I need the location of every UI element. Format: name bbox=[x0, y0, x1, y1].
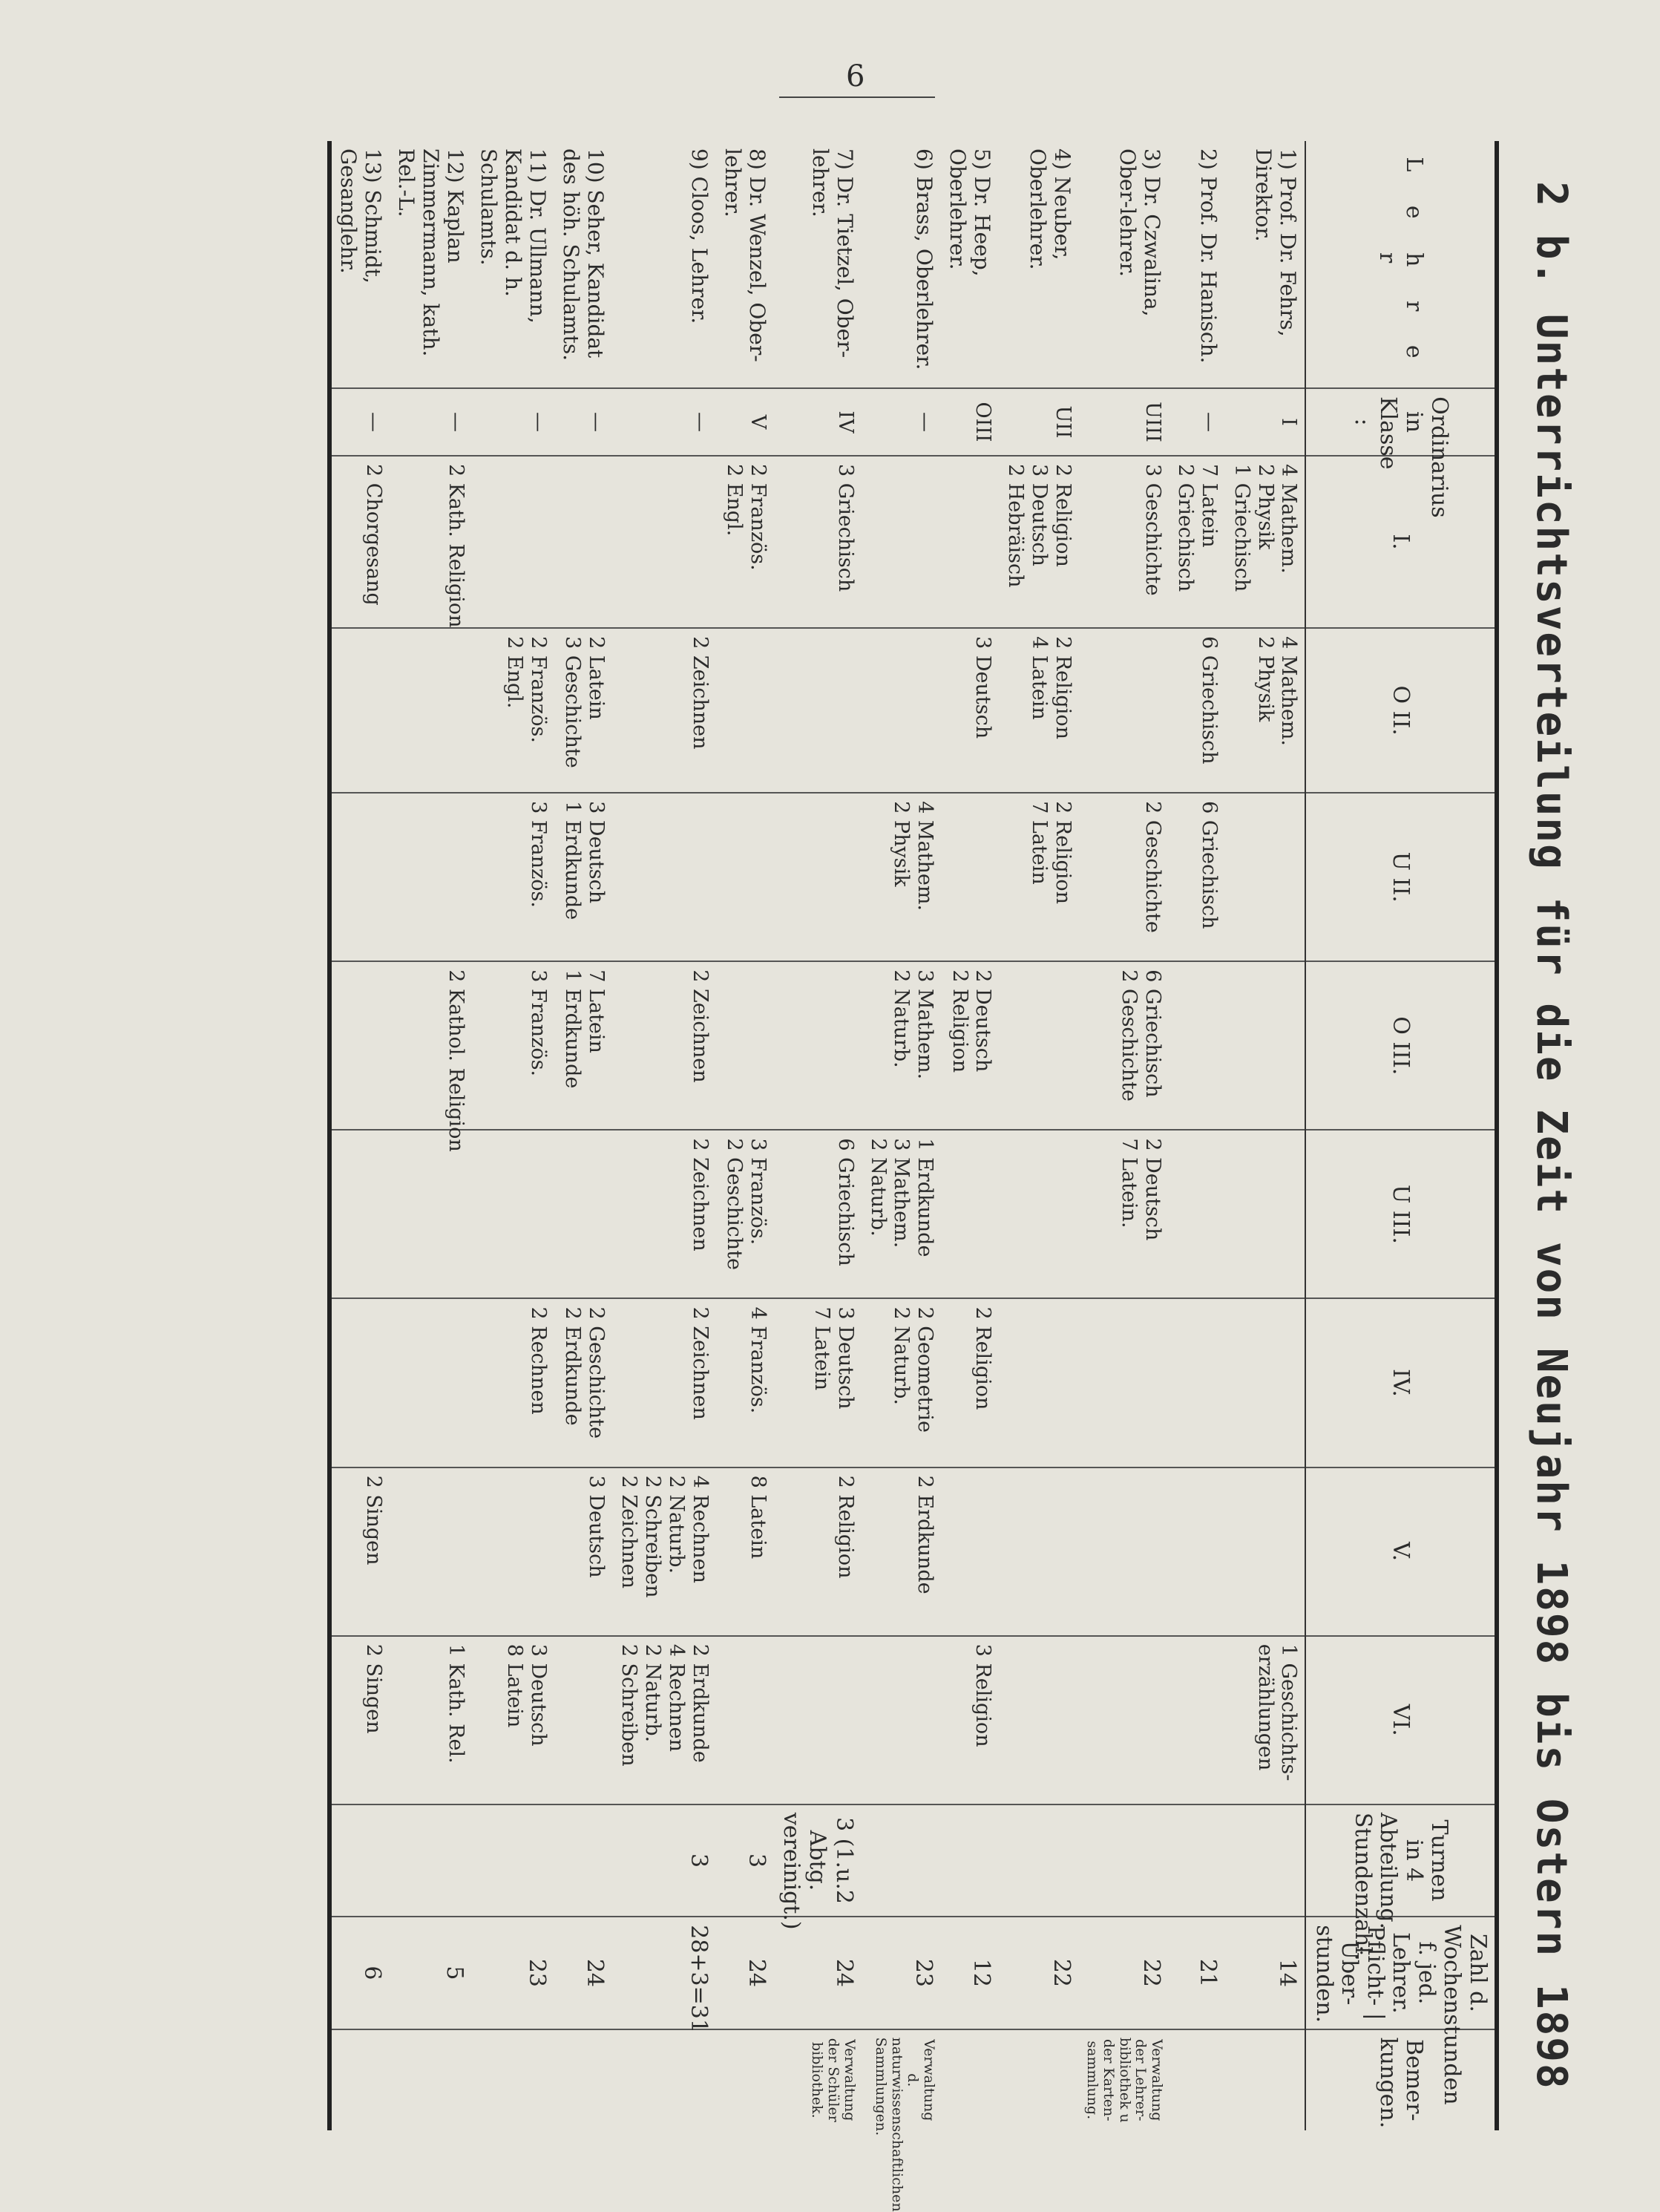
lesson-cell bbox=[612, 1130, 715, 1298]
lesson-cell bbox=[329, 628, 390, 793]
remark bbox=[329, 2029, 390, 2130]
lesson-entry: 2 Erdkunde bbox=[688, 1643, 712, 1763]
table-row bbox=[612, 141, 715, 2130]
ordinarius-class: — bbox=[554, 388, 612, 456]
lesson-cell bbox=[774, 793, 862, 961]
lesson-cell bbox=[716, 628, 774, 793]
table-row bbox=[862, 141, 942, 2130]
lesson-entry: 8 Latein bbox=[746, 1475, 770, 1560]
lesson-cell bbox=[390, 793, 472, 961]
lesson-cell bbox=[472, 961, 554, 1130]
teacher-name: 4) Neuber, Oberlehrer. bbox=[1025, 148, 1075, 270]
weekly-hours: 14 bbox=[1225, 1917, 1306, 2029]
lesson-cell bbox=[554, 456, 612, 628]
lesson-cell bbox=[999, 793, 1079, 961]
lesson-entry: 1 Erdkunde bbox=[913, 1138, 937, 1257]
header-class-UIII: U III. bbox=[1306, 1130, 1497, 1298]
lesson-entry: 3 Deutsch bbox=[833, 1306, 857, 1410]
lesson-cell bbox=[390, 1130, 472, 1298]
lesson-cell bbox=[1225, 793, 1306, 961]
teacher-name: 9) Cloos, Lehrer. bbox=[686, 148, 712, 324]
header-class-OIII: O III. bbox=[1306, 961, 1497, 1130]
lesson-cell bbox=[999, 628, 1079, 793]
lesson-entry: 3 Deutsch bbox=[1028, 463, 1052, 566]
lesson-entry: 2 Rechnen bbox=[527, 1306, 551, 1415]
turnen-hours: 3 bbox=[612, 1804, 715, 1917]
lesson-entry: 2 Naturb. bbox=[866, 1138, 890, 1237]
lesson-entry: 2 Zeichnen bbox=[688, 1306, 712, 1420]
lesson-entry: 2 Religion bbox=[1051, 801, 1075, 905]
turnen-hours: 3 bbox=[716, 1804, 774, 1917]
lesson-entry: 4 Rechnen bbox=[664, 1643, 688, 1753]
page-number: 6 bbox=[846, 59, 865, 94]
lesson-cell bbox=[1079, 456, 1169, 628]
lesson-entry: 2 Religion bbox=[971, 1306, 995, 1410]
lesson-cell bbox=[941, 1298, 999, 1467]
lesson-cell bbox=[554, 1636, 612, 1804]
lesson-entry: 3 Deutsch bbox=[585, 1475, 608, 1578]
lesson-cell bbox=[390, 1298, 472, 1467]
lesson-cell bbox=[329, 961, 390, 1130]
lesson-cell bbox=[612, 793, 715, 961]
table-row bbox=[554, 141, 612, 2130]
ordinarius-class: UII bbox=[999, 388, 1079, 456]
lesson-cell bbox=[329, 793, 390, 961]
lesson-entry: 2 Engl. bbox=[503, 636, 527, 709]
lesson-cell bbox=[716, 1636, 774, 1804]
lesson-entry: 7 Latein bbox=[1028, 801, 1052, 885]
lesson-entry: 8 Latein bbox=[503, 1643, 527, 1728]
lesson-entry: 2 Kath. Religion bbox=[444, 463, 468, 628]
lesson-cell bbox=[329, 456, 390, 628]
lesson-cell bbox=[716, 961, 774, 1130]
lesson-cell bbox=[1079, 1130, 1169, 1298]
lesson-entry: 2 Griechisch bbox=[1174, 463, 1198, 592]
lesson-cell bbox=[716, 793, 774, 961]
lesson-entry: 3 Mathem. bbox=[913, 969, 937, 1080]
lesson-cell bbox=[1079, 628, 1169, 793]
lesson-cell bbox=[1169, 1298, 1225, 1467]
lesson-entry: 4 Mathem. bbox=[1277, 636, 1301, 747]
lesson-cell bbox=[472, 1636, 554, 1804]
header-lehrer: L e h r e r bbox=[1306, 141, 1497, 388]
lesson-cell bbox=[1225, 1467, 1306, 1636]
lesson-cell bbox=[774, 961, 862, 1130]
lesson-cell bbox=[716, 456, 774, 628]
lesson-cell bbox=[941, 961, 999, 1130]
lesson-entry: 3 Geschichte bbox=[561, 636, 585, 768]
lesson-cell bbox=[612, 1298, 715, 1467]
remark bbox=[390, 2029, 472, 2130]
lesson-entry: 7 Latein bbox=[810, 1306, 833, 1391]
lesson-cell bbox=[999, 1467, 1079, 1636]
lesson-entry: 2 Religion bbox=[833, 1475, 857, 1579]
turnen-hours bbox=[1079, 1804, 1169, 1917]
lesson-entry: 2 Erdkunde bbox=[561, 1306, 585, 1426]
ordinarius-class: — bbox=[472, 388, 554, 456]
lesson-entry: 2 Schreiben bbox=[640, 1475, 664, 1598]
lesson-cell bbox=[329, 1130, 390, 1298]
lesson-cell bbox=[862, 1467, 942, 1636]
lesson-entry: 2 Singen bbox=[361, 1643, 385, 1734]
lesson-entry: 2 Geschichte bbox=[722, 1138, 746, 1271]
table-row bbox=[774, 141, 862, 2130]
lesson-cell bbox=[716, 1467, 774, 1636]
lesson-entry: 2 Religion bbox=[948, 969, 971, 1073]
lesson-cell bbox=[390, 1636, 472, 1804]
lesson-entry: 4 Französ. bbox=[746, 1306, 770, 1414]
table-row bbox=[1169, 141, 1225, 2130]
remark bbox=[554, 2029, 612, 2130]
ordinarius-class: IV bbox=[774, 388, 862, 456]
lesson-entry: 1 Erdkunde bbox=[561, 969, 585, 1089]
lesson-entry: 3 Griechisch bbox=[833, 463, 857, 592]
ordinarius-class: — bbox=[612, 388, 715, 456]
remark bbox=[1225, 2029, 1306, 2130]
table-row bbox=[472, 141, 554, 2130]
lesson-cell bbox=[862, 1130, 942, 1298]
lesson-entry: 1 Erdkunde bbox=[561, 801, 585, 920]
lesson-entry: 3 Religion bbox=[971, 1643, 995, 1747]
lesson-cell bbox=[472, 1298, 554, 1467]
lesson-entry: 4 Latein bbox=[1028, 636, 1052, 720]
lesson-entry: 2 Geometrie bbox=[913, 1306, 937, 1433]
turnen-hours bbox=[862, 1804, 942, 1917]
lesson-cell bbox=[472, 793, 554, 961]
ordinarius-class: UIII bbox=[1079, 388, 1169, 456]
remark bbox=[612, 2029, 715, 2130]
lesson-cell bbox=[554, 1467, 612, 1636]
lesson-cell bbox=[862, 793, 942, 961]
turnen-hours bbox=[999, 1804, 1079, 1917]
lesson-cell bbox=[554, 1130, 612, 1298]
teacher-name: 7) Dr. Tietzel, Ober-lehrer. bbox=[807, 148, 857, 359]
lesson-cell bbox=[941, 1467, 999, 1636]
header-class-IV: IV. bbox=[1306, 1298, 1497, 1467]
lesson-entry: 2 Chorgesang bbox=[361, 463, 385, 606]
lesson-entry: 2 Kathol. Religion bbox=[444, 969, 468, 1152]
ordinarius-class: V bbox=[716, 388, 774, 456]
lesson-cell bbox=[774, 456, 862, 628]
header-row bbox=[1306, 141, 1497, 2130]
weekly-hours: 22 bbox=[999, 1917, 1079, 2029]
lesson-cell bbox=[329, 1467, 390, 1636]
lesson-cell bbox=[472, 1130, 554, 1298]
lesson-cell bbox=[716, 1298, 774, 1467]
weekly-hours: 5 bbox=[390, 1917, 472, 2029]
lesson-entry: 2 Physik bbox=[1253, 636, 1277, 722]
lesson-entry: 7 Latein. bbox=[1118, 1138, 1141, 1228]
lesson-entry: 2 Engl. bbox=[722, 463, 746, 537]
remark: Verwaltung der Schüler bibliothek. bbox=[774, 2029, 862, 2130]
lesson-cell bbox=[862, 961, 942, 1130]
teacher-name: 2) Prof. Dr. Hanisch. bbox=[1195, 148, 1221, 364]
lesson-cell bbox=[1169, 1130, 1225, 1298]
table-row bbox=[999, 141, 1079, 2130]
turnen-hours bbox=[554, 1804, 612, 1917]
remark bbox=[716, 2029, 774, 2130]
lesson-entry: 3 Mathem. bbox=[890, 1138, 913, 1249]
teacher-name: 8) Dr. Wenzel, Ober-lehrer. bbox=[720, 148, 770, 362]
lesson-entry: 4 Mathem. bbox=[913, 801, 937, 912]
lesson-cell bbox=[1225, 456, 1306, 628]
weekly-hours: 12 bbox=[941, 1917, 999, 2029]
teacher-name: 12) Kaplan Zimmermann, kath. Rel.-L. bbox=[393, 148, 468, 357]
lesson-entry: 2 Physik bbox=[890, 801, 913, 887]
ordinarius-class: — bbox=[1169, 388, 1225, 456]
lesson-entry: 2 Geschichte bbox=[1141, 801, 1165, 933]
lesson-cell bbox=[1225, 961, 1306, 1130]
remark bbox=[999, 2029, 1079, 2130]
remark bbox=[1169, 2029, 1225, 2130]
header-class-VI: VI. bbox=[1306, 1636, 1497, 1804]
lesson-entry: 2 Geschichte bbox=[1118, 969, 1141, 1102]
weekly-hours: 24 bbox=[716, 1917, 774, 2029]
lesson-cell bbox=[1079, 1467, 1169, 1636]
turnen-hours bbox=[1169, 1804, 1225, 1917]
lesson-cell bbox=[774, 1130, 862, 1298]
lesson-entry: 2 Französ. bbox=[746, 463, 770, 571]
lesson-cell bbox=[612, 1636, 715, 1804]
lesson-cell bbox=[999, 456, 1079, 628]
lesson-entry: 1 Kath. Rel. bbox=[444, 1643, 468, 1764]
lesson-entry: 1 Griechisch bbox=[1230, 463, 1253, 592]
teacher-name: 6) Brass, Oberlehrer. bbox=[912, 148, 937, 370]
lesson-cell bbox=[862, 456, 942, 628]
lesson-cell bbox=[1225, 1298, 1306, 1467]
lesson-distribution-table bbox=[327, 141, 1499, 2212]
lesson-cell bbox=[554, 628, 612, 793]
lesson-entry: 2 Religion bbox=[1051, 463, 1075, 567]
weekly-hours: 6 bbox=[329, 1917, 390, 2029]
lesson-cell bbox=[1169, 456, 1225, 628]
lesson-entry: 2 Geschichte bbox=[585, 1306, 608, 1439]
lesson-cell bbox=[862, 628, 942, 793]
header-turnen: Turnen in 4 Abteilung. Stundenzahl. bbox=[1306, 1804, 1497, 1917]
header-class-OII: O II. bbox=[1306, 628, 1497, 793]
lesson-entry: 2 Zeichnen bbox=[617, 1475, 640, 1588]
lesson-cell bbox=[1225, 1130, 1306, 1298]
lesson-entry: 2 Religion bbox=[1051, 636, 1075, 739]
lesson-entry: 3 Französ. bbox=[527, 969, 551, 1077]
lesson-cell bbox=[1169, 628, 1225, 793]
ordinarius-class: — bbox=[862, 388, 942, 456]
teacher-name: 11) Dr. Ullmann, Kandidat d. h. Schulamts. bbox=[476, 148, 551, 324]
weekly-hours: 24 bbox=[554, 1917, 612, 2029]
lesson-entry: 2 Französ. bbox=[527, 636, 551, 743]
weekly-hours: 22 bbox=[1079, 1917, 1169, 2029]
lesson-entry: 2 Physik bbox=[1253, 463, 1277, 550]
teacher-name: 13) Schmidt, Gesanglehr. bbox=[335, 148, 385, 284]
lesson-entry: 2 Naturb. bbox=[890, 1306, 913, 1405]
lesson-cell bbox=[774, 1467, 862, 1636]
table-row bbox=[1225, 141, 1306, 2130]
teacher-name: 5) Dr. Heep, Oberlehrer. bbox=[945, 148, 995, 277]
lesson-entry: 2 Naturb. bbox=[664, 1475, 688, 1574]
lesson-entry: 4 Mathem. bbox=[1277, 463, 1301, 574]
lesson-entry: 2 Naturb. bbox=[890, 969, 913, 1068]
teacher-name: 1) Prof. Dr. Fehrs, Direktor. bbox=[1251, 148, 1301, 337]
header-ordinarius: Ordinarius in Klasse : bbox=[1306, 388, 1497, 456]
lesson-cell bbox=[1079, 793, 1169, 961]
header-zahl: Zahl d. Wochenstunden f. jed. Lehrer. Pflicht- | Über- stunden. bbox=[1306, 1917, 1497, 2029]
lesson-cell bbox=[941, 456, 999, 628]
remark: Verwaltung d. naturwissenschaftlichen Sammlungen. bbox=[862, 2029, 942, 2130]
lesson-cell bbox=[774, 628, 862, 793]
lesson-cell bbox=[1079, 1298, 1169, 1467]
lesson-cell bbox=[941, 1130, 999, 1298]
lesson-entry: 7 Latein bbox=[1197, 463, 1221, 548]
lesson-cell bbox=[329, 1636, 390, 1804]
lesson-cell bbox=[329, 1298, 390, 1467]
lesson-cell bbox=[554, 1298, 612, 1467]
lesson-cell bbox=[1079, 1636, 1169, 1804]
lesson-cell bbox=[999, 1298, 1079, 1467]
lesson-entry: 3 Deutsch bbox=[971, 636, 995, 739]
lesson-cell bbox=[999, 961, 1079, 1130]
lesson-cell bbox=[390, 961, 472, 1152]
table-row bbox=[716, 141, 774, 2130]
lesson-cell bbox=[472, 628, 554, 793]
lesson-entry: 3 Geschichte bbox=[1141, 463, 1165, 596]
table-row bbox=[1079, 141, 1169, 2130]
lesson-entry: erzählungen bbox=[1253, 1643, 1277, 1771]
lesson-cell bbox=[774, 1636, 862, 1804]
lesson-entry: 2 Erdkunde bbox=[913, 1475, 937, 1594]
lesson-cell bbox=[554, 961, 612, 1130]
lesson-cell bbox=[390, 456, 472, 628]
teacher-name: 3) Dr. Czwalina, Ober-lehrer. bbox=[1115, 148, 1165, 317]
ordinarius-class: OIII bbox=[941, 388, 999, 456]
lesson-cell bbox=[472, 1467, 554, 1636]
table-title: 2 b. Unterrichtsverteilung für die Zeit von Neujahr 1898 bis Ostern 1898 bbox=[1527, 181, 1575, 2090]
lesson-cell bbox=[612, 456, 715, 628]
lesson-entry: 6 Griechisch bbox=[1197, 636, 1221, 765]
lesson-entry: 2 Deutsch bbox=[971, 969, 995, 1073]
lesson-cell bbox=[1225, 628, 1306, 793]
ordinarius-class: — bbox=[329, 388, 390, 456]
lesson-cell bbox=[472, 456, 554, 628]
lesson-entry: 3 Französ. bbox=[527, 801, 551, 908]
lesson-entry: 2 Latein bbox=[585, 636, 608, 720]
teacher-name: 10) Seher, Kandidat des höh. Schulamts. bbox=[559, 148, 608, 361]
lesson-entry: 2 Singen bbox=[361, 1475, 385, 1565]
lesson-cell bbox=[390, 1467, 472, 1636]
turnen-hours bbox=[1225, 1804, 1306, 1917]
turnen-hours bbox=[472, 1804, 554, 1917]
turnen-hours bbox=[941, 1804, 999, 1917]
header-class-V: V. bbox=[1306, 1467, 1497, 1636]
table-row bbox=[390, 141, 472, 2130]
lesson-cell bbox=[1225, 1636, 1306, 1804]
lesson-cell bbox=[716, 1130, 774, 1298]
lesson-cell bbox=[612, 961, 715, 1130]
header-class-UII: U II. bbox=[1306, 793, 1497, 961]
lesson-cell bbox=[612, 628, 715, 793]
lesson-cell bbox=[1169, 961, 1225, 1130]
weekly-hours: 28+3=31 bbox=[612, 1917, 715, 2029]
lesson-cell bbox=[941, 793, 999, 961]
lesson-cell bbox=[941, 1636, 999, 1804]
lesson-entry: 2 Naturb. bbox=[640, 1643, 664, 1743]
header-bemerkungen: Bemer- kungen. bbox=[1306, 2029, 1497, 2130]
weekly-hours: 21 bbox=[1169, 1917, 1225, 2029]
table-row bbox=[941, 141, 999, 2130]
turnen-hours bbox=[390, 1804, 472, 1917]
lesson-cell bbox=[612, 1467, 715, 1636]
lesson-cell bbox=[554, 793, 612, 961]
turnen-hours: 3 (1.u.2 Abtg. vereinigt.) bbox=[774, 1804, 862, 1917]
table-body bbox=[329, 141, 1306, 2212]
lesson-cell bbox=[941, 628, 999, 793]
weekly-hours: 23 bbox=[472, 1917, 554, 2029]
lesson-cell bbox=[1079, 961, 1169, 1130]
header-class-I: I. bbox=[1306, 456, 1497, 628]
lesson-entry: 2 Zeichnen bbox=[688, 636, 712, 750]
lesson-entry: 1 Geschichts- bbox=[1277, 1643, 1301, 1781]
lesson-cell bbox=[999, 1130, 1079, 1298]
lesson-entry: 6 Griechisch bbox=[1141, 969, 1165, 1098]
weekly-hours: 24 bbox=[774, 1917, 862, 2029]
remark bbox=[941, 2029, 999, 2130]
lesson-cell bbox=[390, 628, 472, 793]
lesson-entry: 3 Deutsch bbox=[585, 801, 608, 904]
remark: Verwaltung der Lehrer-bibliothek u der Karten-sammlung. bbox=[1079, 2029, 1169, 2130]
lesson-cell bbox=[862, 1636, 942, 1804]
lesson-entry: 2 Schreiben bbox=[617, 1643, 640, 1767]
lesson-cell bbox=[999, 1636, 1079, 1804]
lesson-entry: 4 Rechnen bbox=[688, 1475, 712, 1583]
lesson-cell bbox=[1169, 1636, 1225, 1804]
lesson-entry: 3 Deutsch bbox=[527, 1643, 551, 1747]
lesson-entry: 2 Zeichnen bbox=[688, 1138, 712, 1251]
lesson-entry: 2 Deutsch bbox=[1141, 1138, 1165, 1241]
lesson-entry: 6 Griechisch bbox=[833, 1138, 857, 1266]
table-row bbox=[329, 141, 390, 2130]
weekly-hours: 23 bbox=[862, 1917, 942, 2029]
lesson-entry: 6 Griechisch bbox=[1197, 801, 1221, 929]
lesson-cell bbox=[1169, 793, 1225, 961]
lesson-entry: 2 Hebräisch bbox=[1004, 463, 1028, 588]
ordinarius-class: — bbox=[390, 388, 472, 456]
lesson-entry: 2 Zeichnen bbox=[688, 969, 712, 1083]
lesson-cell bbox=[774, 1298, 862, 1467]
lesson-cell bbox=[1169, 1467, 1225, 1636]
lesson-entry: 3 Französ. bbox=[746, 1138, 770, 1246]
ordinarius-class: I bbox=[1225, 388, 1306, 456]
lesson-entry: 7 Latein bbox=[585, 969, 608, 1053]
remark bbox=[472, 2029, 554, 2130]
rotated-table-page bbox=[215, 141, 1595, 2212]
turnen-hours bbox=[329, 1804, 390, 1917]
lesson-cell bbox=[862, 1298, 942, 1467]
page-number-rule bbox=[779, 96, 935, 98]
